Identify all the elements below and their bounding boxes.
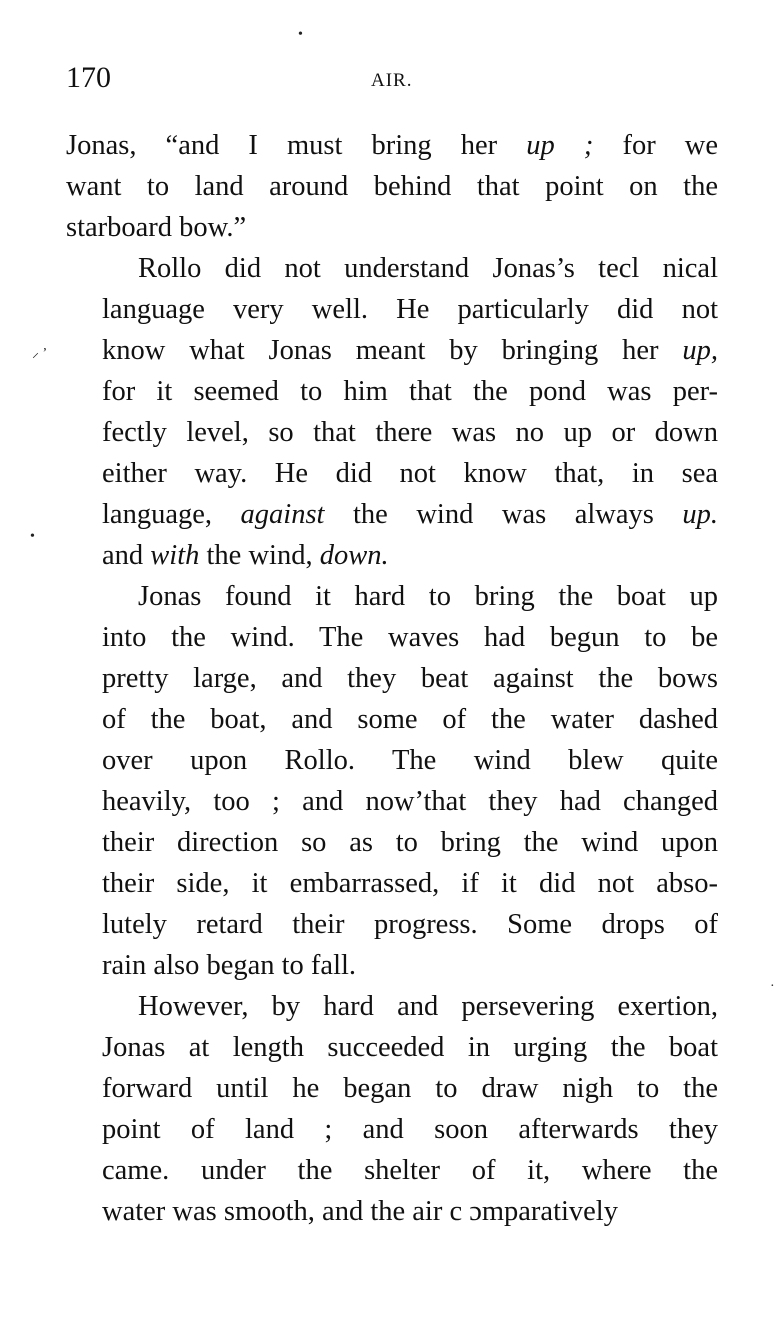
text-run: heavily, too ; and now’that they had changed [102, 786, 718, 817]
text-run: Rollo did not understand Jonas’s tecl nical [138, 253, 718, 284]
text-line [66, 863, 718, 904]
text-line [66, 1109, 718, 1150]
text-run: starboard bow.” [66, 212, 247, 243]
italic-text-run: up ; [526, 130, 594, 161]
stray-mark: • [30, 529, 35, 544]
text-run: know what Jonas meant by bringing her [102, 335, 683, 366]
paragraph [66, 576, 718, 986]
text-line [66, 248, 718, 289]
page-number: 170 [66, 61, 111, 94]
text-line [66, 330, 718, 371]
text-line [66, 576, 718, 617]
text-line [66, 453, 718, 494]
paragraph [66, 986, 718, 1232]
text-run: However, by hard and persevering exertion, [138, 991, 718, 1022]
text-run: water was smooth, and the air c ɔmparatively [102, 1196, 618, 1227]
text-run: pretty large, and they beat against the bows [102, 663, 718, 694]
text-run: the wind was always [324, 499, 683, 530]
text-line [66, 289, 718, 330]
italic-text-run: up. [682, 499, 719, 530]
text-run: point of land ; and soon afterwards they [102, 1114, 718, 1145]
paragraph [66, 125, 718, 248]
text-run: for we [593, 130, 718, 161]
text-line [66, 822, 718, 863]
text-run: language, [102, 499, 241, 530]
text-run: Jonas found it hard to bring the boat up [138, 581, 718, 612]
text-line [66, 740, 718, 781]
text-line [66, 1150, 718, 1191]
text-run: came. under the shelter of it, where the [102, 1155, 718, 1186]
text-run: Jonas at length succeeded in urging the boat [102, 1032, 718, 1063]
text-run: of the boat, and some of the water dashed [102, 704, 718, 735]
text-line [66, 658, 718, 699]
text-run: lutely retard their progress. Some drops of [102, 909, 718, 940]
text-run: either way. He did not know that, in sea [102, 458, 718, 489]
text-run: their direction so as to bring the wind upon [102, 827, 718, 858]
italic-text-run: down. [319, 540, 389, 571]
text-line [66, 904, 718, 945]
text-run: language very well. He particularly did not [102, 294, 718, 325]
running-head: AIR. [371, 70, 413, 91]
text-line [66, 412, 718, 453]
text-line [66, 207, 718, 248]
text-line [66, 781, 718, 822]
italic-text-run: against [240, 499, 325, 530]
text-line [66, 166, 718, 207]
text-line [66, 617, 718, 658]
text-run: want to land around behind that point on the [66, 171, 718, 202]
text-run: into the wind. The waves had begun to be [102, 622, 718, 653]
text-line [66, 371, 718, 412]
text-line [66, 1027, 718, 1068]
text-line [66, 945, 718, 986]
text-line [66, 699, 718, 740]
body-text [66, 125, 718, 1232]
stray-mark: • [298, 27, 303, 42]
text-line [66, 1191, 718, 1232]
stray-mark: ⸝ ’ [32, 346, 48, 361]
text-line [66, 1068, 718, 1109]
text-run: the wind, [199, 540, 320, 571]
paragraph [66, 248, 718, 576]
text-line [66, 986, 718, 1027]
text-line [66, 494, 718, 535]
text-run: their side, it embarrassed, if it did not abso- [102, 868, 718, 899]
text-run: for it seemed to him that the pond was per- [102, 376, 718, 407]
text-run: and [102, 540, 151, 571]
text-run: forward until he began to draw nigh to the [102, 1073, 718, 1104]
italic-text-run: with [150, 540, 200, 571]
stray-mark: · [770, 979, 775, 994]
text-run: fectly level, so that there was no up or down [102, 417, 718, 448]
text-run: rain also began to fall. [102, 950, 357, 981]
italic-text-run: up, [682, 335, 718, 366]
text-line [66, 535, 718, 576]
text-run: Jonas, “and I must bring her [66, 130, 527, 161]
text-line [66, 125, 718, 166]
text-run: over upon Rollo. The wind blew quite [102, 745, 718, 776]
